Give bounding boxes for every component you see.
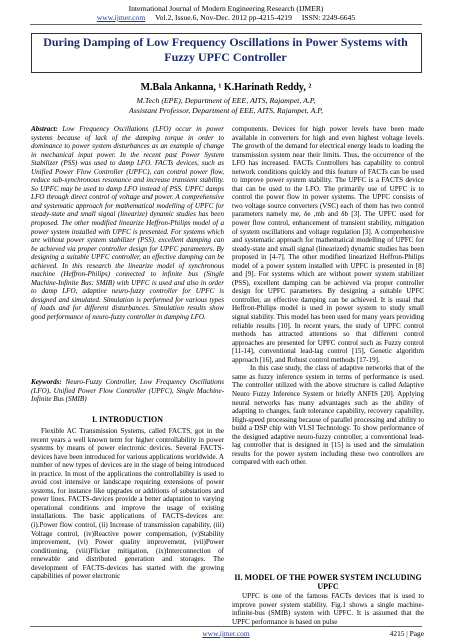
journal-name: International Journal of Modern Engineering Research (IJMER) <box>128 4 324 13</box>
section-1-heading: I. INTRODUCTION <box>91 415 164 424</box>
header-rule <box>30 24 422 25</box>
paper-title: During Damping of Low Frequency Oscillations in Power Systems with Fuzzy UPFC Controller <box>43 35 408 64</box>
right-paragraph-2: In this case study, the class of adaptive networks that of the same as fuzzy inference system in terms of performance is used. The controller utilized with the above structure is called Adaptive Neuro Fuzzy Inference System or briefly ANFIS [20]. Applying neural networks has many advantages such as the ability of adapting to changes, fault tolerance capability, recovery capability, High-speed processing because of parallel processing and ability to build a DSP chip with VLSI Technology. To show performance of the designed adaptive neuro-fuzzy controller, a conventional lead-lag controller that is designed in [15] is used and the simulation results for the power system including these two controllers are compared with each other. <box>232 364 424 467</box>
abstract-label: Abstract: <box>31 125 58 133</box>
page-number: 4215 | Page <box>389 629 424 638</box>
abstract <box>31 125 224 322</box>
intro-text: Flexible AC Transmission Systems, called FACTS, got in the recent years a well known term for higher controllability in power systems by means of power electronic devices. Several FACTS-devices have been introduced for various applications worldwide. A number of new types of devices are in the stage of being introduced in practice. In most of the applications the controllability is used to avoid cost intensive or landscape requiring extensions of power systems, for instance like upgrades or additions of substations and power lines. FACTS-devices provide a better adaptation to varying operational conditions and improve the usage of existing installations. The basic applications of FACTS-devices are: (i).Power flow control, (ii) Increase of transmission capability, (iii) Voltage control, (iv)Reactive power compensation, (v)Stability improvement, (vi) Power quality improvement, (vii)Power conditioning, (viii)Flicker mitigation, (ix)Interconnection of renewable and distributed generation and storages. The development of FACTS-devices has started with the growing capabilities of power electronic <box>31 427 224 581</box>
right-column-text <box>232 125 424 467</box>
section-2-text <box>232 592 424 626</box>
footer-url-link[interactable]: www.ijmer.com <box>202 629 250 638</box>
abstract-text: Low Frequency Oscillations (LFO) occur in power systems because of lack of the damping torque in order to dominance to power system disturbances as an example of change in mechanical input power. In the recent past Power System Stabilizer (PSS) was used to damp LFO. FACTs devices, such as Unified Power Flow Controller (UPFC), can control power flow, reduce sub-synchronous resonance and increase transient stability. So UPFC may be used to damp LFO instead of PSS. UPFC damps LFO through direct control of voltage and power. A comprehensive and systematic approach for mathematical modelling of UPFC for steady-state and small signal (linearize) dynamic studies has been proposed. The other modified linearize Heffron-Philips model of a power system installed with UPFC is presented. For systems which are without power system stabilizer (PSS), excellent damping can be achieved via proper controller design for UPFC parameters. By designing a suitable UPFC controller, an effective damping can be achieved. In this research the linearize model of synchronous machine (Heffron-Philips) connected to infinite bus (Single Machine-Infinite Bus: SMIB) with UPFC is used and also in order to damp LFO, adaptive neuro-fuzzy controller for UPFC is designed and simulated. Simulation is performed for various types of loads and for different disturbances. Simulation results show good performance of neuro-fuzzy controller in damping LFO. <box>31 125 225 322</box>
intro-paragraph <box>31 427 224 581</box>
journal-info-line <box>0 13 452 22</box>
keywords-label: Keywords: <box>31 378 62 386</box>
authors: M.Bala Ankanna, ¹ K.Harinath Reddy, ² <box>140 82 312 93</box>
affiliation-2: Assistant Professor, Department of EEE, AITS, Rajampet, A.P, <box>129 106 323 115</box>
footer-url-wrap <box>0 629 452 638</box>
keywords-text: Neuro-Fuzzy Controller, Low Frequency Oscillations (LFO), Unified Power Flow Controller (UPFC), Single Machine-Infinite Bus (SMIB) <box>31 378 225 404</box>
right-paragraph-3: UPFC is one of the famous FACTs devices that is used to improve power system stability. Fig.1 shows a single machine- infinite-bus (SMIB) system with UPFC. It is assumed that the UPFC performance is based on pulse <box>232 592 424 626</box>
keywords <box>31 378 224 404</box>
journal-url-link[interactable]: www.ijmer.com <box>96 13 146 22</box>
issn: ISSN: 2249-6645 <box>301 13 356 22</box>
volume-info: Vol.2, Issue.6, Nov-Dec. 2012 pp-4215-4219 <box>155 13 292 22</box>
section-2-heading: II. MODEL OF THE POWER SYSTEM INCLUDING UPFC <box>234 573 422 591</box>
affiliation-1: M.Tech (EPE), Department of EEE, AITS, Rajampet, A.P, <box>136 96 316 105</box>
right-paragraph-1: components. Devices for high power levels have been made available in converters for high and even highest voltage levels. The growth of the demand for electrical energy leads to loading the transmission system near their limits. Thus, the occurrence of the LFO has increased. FACTs Controllers has capability to control network conditions quickly and this feature of FACTs can be used to improve power system stability. The UPFC is a FACTS device that can be used to the LFO. The primarily use of UPFC is to control the power flow in power systems. The UPFC consists of two voltage source converters (VSC) each of them has two control parameters namely me, δe ,mb and δb [3]. The UPFC used for power flow control, enhancement of transient stability, mitigation of system oscillations and voltage regulation [3]. A comprehensive and systematic approach for mathematical modelling of UPFC for steady-state and small signal (linearized) dynamic studies has been proposed in [4-7]. The other modified linearized Heffron-Philips model of a power system installed with UPFC is presented in [8] and [9]. For systems which are without power system stabilizer (PSS), excellent damping can be achieved via proper controller design for UPFC parameters. By designing a suitable UPFC controller, an effective damping can be achieved. It is usual that Heffron-Philips model is used in power system to study small signal stability. This model has been used for many years providing reliable results [10]. In recent years, the study of UPFC control methods has attracted attentions so that different control approaches are presented for UPFC control such as Fuzzy control [11-14], conventional lead-lag control [15], Genetic algorithm approach [16], and Robust control methods [17-19]. <box>232 125 424 364</box>
footer-rule <box>30 626 422 627</box>
